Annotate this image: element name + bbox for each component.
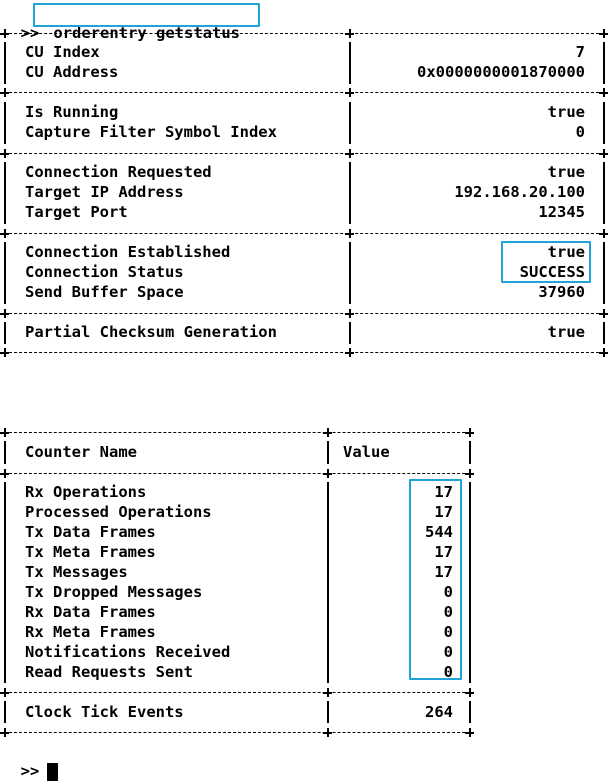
counter-label: Tx Meta Frames [25,543,156,561]
label-connection-status: Connection Status [25,263,184,281]
footer-value: 264 [425,703,453,721]
counter-label: Notifications Received [25,643,231,661]
value-target-port: 12345 [538,203,585,221]
counter-label: Rx Meta Frames [25,623,156,641]
counter-value: 544 [425,523,453,541]
counter-label: Processed Operations [25,503,212,521]
header-counter-name: Counter Name [25,443,137,461]
counter-label: Rx Data Frames [25,603,156,621]
final-prompt-line[interactable] [2,741,58,780]
counter-label: Tx Dropped Messages [25,583,203,601]
counter-label: Read Requests Sent [25,663,193,681]
footer-label: Clock Tick Events [25,703,184,721]
counter-value: 0 [443,583,453,601]
counter-value: 17 [434,503,453,521]
value-connection-established: true [547,243,585,261]
label-target-ip: Target IP Address [25,183,184,201]
counter-value: 0 [443,603,453,621]
cursor [47,763,58,781]
value-connection-requested: true [547,163,585,181]
prompt-symbol: >> [20,24,40,42]
counter-value: 17 [434,543,453,561]
header-value: Value [343,443,390,461]
label-cu-index: CU Index [25,43,100,61]
counter-label: Tx Messages [25,563,128,581]
value-target-ip: 192.168.20.100 [454,183,585,201]
value-is-running: true [547,103,585,121]
counter-label: Tx Data Frames [25,523,156,541]
value-send-buffer: 37960 [538,283,585,301]
label-partial-checksum: Partial Checksum Generation [25,323,277,341]
value-cu-address: 0x0000000001870000 [417,63,585,81]
counter-value: 17 [434,563,453,581]
value-partial-checksum: true [547,323,585,341]
label-target-port: Target Port [25,203,128,221]
label-capture-filter: Capture Filter Symbol Index [25,123,277,141]
counter-label: Rx Operations [25,483,147,501]
command-text[interactable]: orderentry getstatus [53,24,240,42]
counter-value: 0 [443,663,453,681]
label-is-running: Is Running [25,103,119,121]
value-capture-filter: 0 [575,123,585,141]
counter-value: 0 [443,623,453,641]
command-line [2,3,240,42]
counter-value: 17 [434,483,453,501]
final-prompt-symbol: >> [20,762,40,780]
label-send-buffer: Send Buffer Space [25,283,184,301]
value-cu-index: 7 [575,43,585,61]
label-connection-established: Connection Established [25,243,231,261]
value-connection-status: SUCCESS [519,263,585,281]
label-cu-address: CU Address [25,63,119,81]
counter-value: 0 [443,643,453,661]
label-connection-requested: Connection Requested [25,163,212,181]
